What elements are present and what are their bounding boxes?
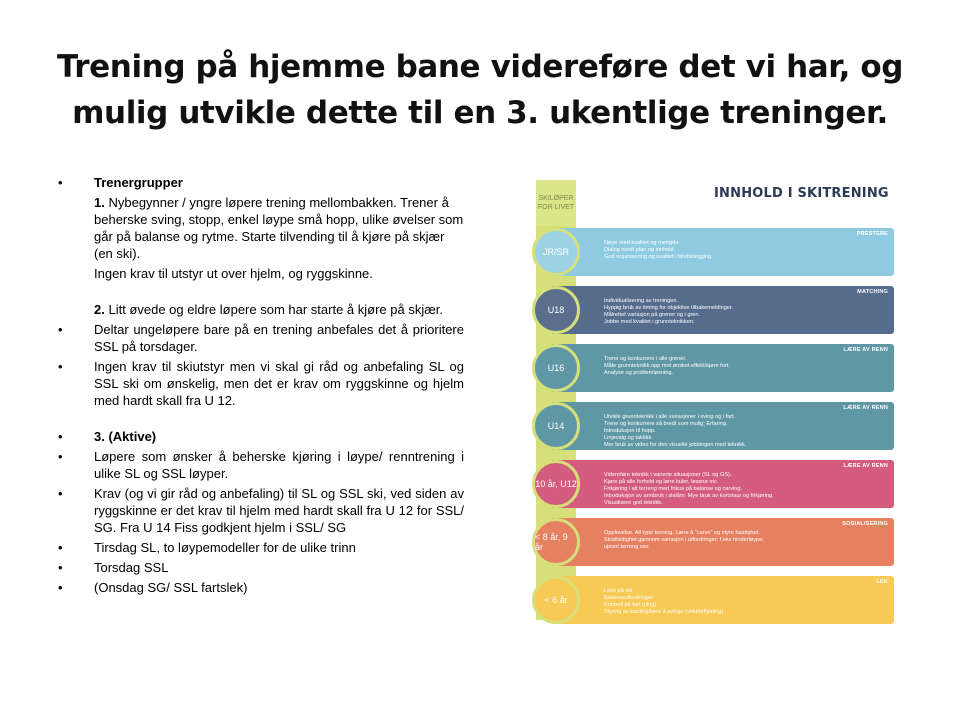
- krav-text: Krav (og vi gir råd og anbefaling) til SL og SSL ski, ved siden av ryggskinne er det krav til hjelm med hardt skall fra U 12 for SSL/ SG. Fra U 14 Fiss godkjent hjelm i SSL/ SG: [94, 486, 464, 535]
- title-line-1: Trening på hjemme bane videreføre det vi har, og: [56, 49, 904, 85]
- band-5: [552, 460, 894, 508]
- band-line: Dialog rundt plan og innhold.: [604, 247, 676, 253]
- skitrening-infographic: [524, 180, 894, 620]
- age-circle: U14: [532, 402, 580, 450]
- bullet-lopere: [58, 448, 464, 482]
- band-line: Kontroll på fart (plog).: [604, 602, 658, 608]
- band-6: [552, 518, 894, 566]
- band-line: Mer bruk av video for den visuelle jobbingen med teknikk.: [604, 442, 747, 448]
- band-line: God organisering og kvalitet i tilrettelegging.: [604, 254, 713, 260]
- band-2: [552, 286, 894, 334]
- band-tag: LÆRE AV RENN: [843, 347, 888, 353]
- infographic-title: INNHOLD I SKITRENING: [714, 186, 889, 201]
- text-column: [58, 174, 464, 599]
- band-line: Introduksjon av armbruk i slalåm: Mye bruk av kortstaur og frikjøring.: [604, 493, 774, 499]
- onsdag-text: (Onsdag SG/ SSL fartslek): [94, 580, 248, 595]
- bullet-tirsdag: [58, 539, 464, 556]
- bullet-marker: •: [58, 359, 63, 374]
- band-line: Leke på ski.: [604, 588, 634, 594]
- band-line: Styring av kanting/lære å svinge (vektforflytning).: [604, 609, 725, 615]
- band-line: Individualisering av treningen.: [604, 298, 679, 304]
- age-circle: JR/SR: [532, 228, 580, 276]
- bullet-marker: •: [58, 322, 63, 337]
- band-line: Opplevelse. All type terreng. Lære å "carve" og styre hastighet.: [604, 530, 760, 536]
- bullet-marker: •: [58, 560, 63, 575]
- group-2-text: [58, 301, 464, 318]
- tirsdag-text: Tirsdag SL, to løypemodeller for de ulike trinn: [94, 540, 356, 555]
- band-line: Målrettet variasjon på grener og i gren.: [604, 312, 701, 318]
- group-2-number: 2.: [94, 302, 105, 317]
- band-line: Frikjøring i alt terreng med fokus på balanse og carving.: [604, 486, 743, 492]
- band-1: [552, 228, 894, 276]
- spine-label-line-2: FOR LIVET: [537, 204, 575, 211]
- band-tag: MATCHING: [857, 289, 888, 295]
- bullet-group-3: [58, 428, 464, 445]
- title-line-2: mulig utvikle dette til en 3. ukentlige treninger.: [72, 95, 888, 131]
- band-line: Nøye med kvalitet og mengde.: [604, 240, 680, 246]
- band-line: Balanseutfordringer.: [604, 595, 655, 601]
- age-circle: < 8 år, 9 år: [532, 518, 580, 566]
- age-circle: U16: [532, 344, 580, 392]
- group-1-extra: Ingen krav til utstyr ut over hjelm, og ryggskinne.: [94, 266, 373, 281]
- band-line: Introduksjon til hopp.: [604, 428, 656, 434]
- band-line: Linjevalg og taktikk.: [604, 435, 653, 441]
- lopere-text: Løpere som ønsker å beherske kjøring i løype/ renntrening i ulike SL og SSL løyper.: [94, 449, 464, 481]
- group-2-description: Litt øvede og eldre løpere som har starte å kjøre på skjær.: [108, 302, 443, 317]
- bullet-marker: •: [58, 175, 63, 190]
- band-tag: LÆRE AV RENN: [843, 405, 888, 411]
- spine-label-line-1: SKILØPER: [538, 195, 574, 202]
- bullet-torsdag: [58, 559, 464, 576]
- band-line: Videreføre teknikk i varierte situasjoner (SL og GS).: [604, 472, 732, 478]
- trenergrupper-heading: Trenergrupper: [94, 175, 183, 190]
- group-1-description: Nybegynner / yngre løpere trening mellombakken. Trener å beherske sving, stopp, enkel løype små hopp, ulike øvelser som går på balanse og rytme. Starte tilvending til å kjøre på skjær (en ski).: [94, 195, 464, 261]
- band-line: ujevnt terreng osv.: [604, 544, 650, 550]
- group-1-number: 1.: [94, 195, 105, 210]
- band-line: Trene og konkurrere så bredt som mulig; Erfaring.: [604, 421, 728, 427]
- band-tag: PRESTERE: [856, 231, 888, 237]
- ingen-krav-text: Ingen krav til skiutstyr men vi skal gi råd og anbefaling SL og SSL ski om ønskelig, men det er krav om ryggskinne og hjelm med hardt skall fra U 12.: [94, 359, 464, 408]
- age-circle: U18: [532, 286, 580, 334]
- band-line: Jobbe med kvalitet i grunnteknikken.: [604, 319, 695, 325]
- slide-title: [40, 44, 920, 136]
- band-line: Trene og konkurrere i alle grener.: [604, 356, 687, 362]
- spine-label: [536, 180, 576, 226]
- deltar-text: Deltar ungeløpere bare på en trening anbefales det å prioritere SSL på torsdager.: [94, 322, 464, 354]
- age-circle: < 6 år: [532, 576, 580, 624]
- band-line: Kjøre på alle forhold og lære kuler, løssnø etc.: [604, 479, 719, 485]
- band-line: Skiallsidighet gjennom variasjon i utfordringer; f.eks hinderløype;: [604, 537, 764, 543]
- band-7: [552, 576, 894, 624]
- band-line: Analyse og problemløsning.: [604, 370, 674, 376]
- torsdag-text: Torsdag SSL: [94, 560, 169, 575]
- band-3: [552, 344, 894, 392]
- band-line: Hyppig bruk av timing for objektive tilbakemeldinger.: [604, 305, 734, 311]
- bullet-marker: •: [58, 580, 63, 595]
- bullet-trenergrupper: [58, 174, 464, 191]
- band-line: Måle grunnteknikk opp mot ønsket effekt/kjøre fort.: [604, 363, 730, 369]
- bullet-onsdag: [58, 579, 464, 596]
- bullet-deltar: [58, 321, 464, 355]
- bullet-ingen-krav: [58, 358, 464, 409]
- group-3-heading: 3. (Aktive): [94, 429, 157, 444]
- band-tag: LÆRE AV RENN: [843, 463, 888, 469]
- bullet-marker: •: [58, 449, 63, 464]
- bullet-marker: •: [58, 486, 63, 501]
- band-tag: LEK: [876, 579, 888, 585]
- band-tag: SOSIALISERING: [842, 521, 888, 527]
- bullet-marker: •: [58, 540, 63, 555]
- band-4: [552, 402, 894, 450]
- band-line: Visualisere god teknikk.: [604, 500, 663, 506]
- age-circle: 10 år, U12: [532, 460, 580, 508]
- band-line: Utvikle grunnteknikk i alle variasjoner i sving og i fart.: [604, 414, 736, 420]
- group-1-text: [58, 194, 464, 262]
- bullet-marker: •: [58, 429, 63, 444]
- bullet-krav: [58, 485, 464, 536]
